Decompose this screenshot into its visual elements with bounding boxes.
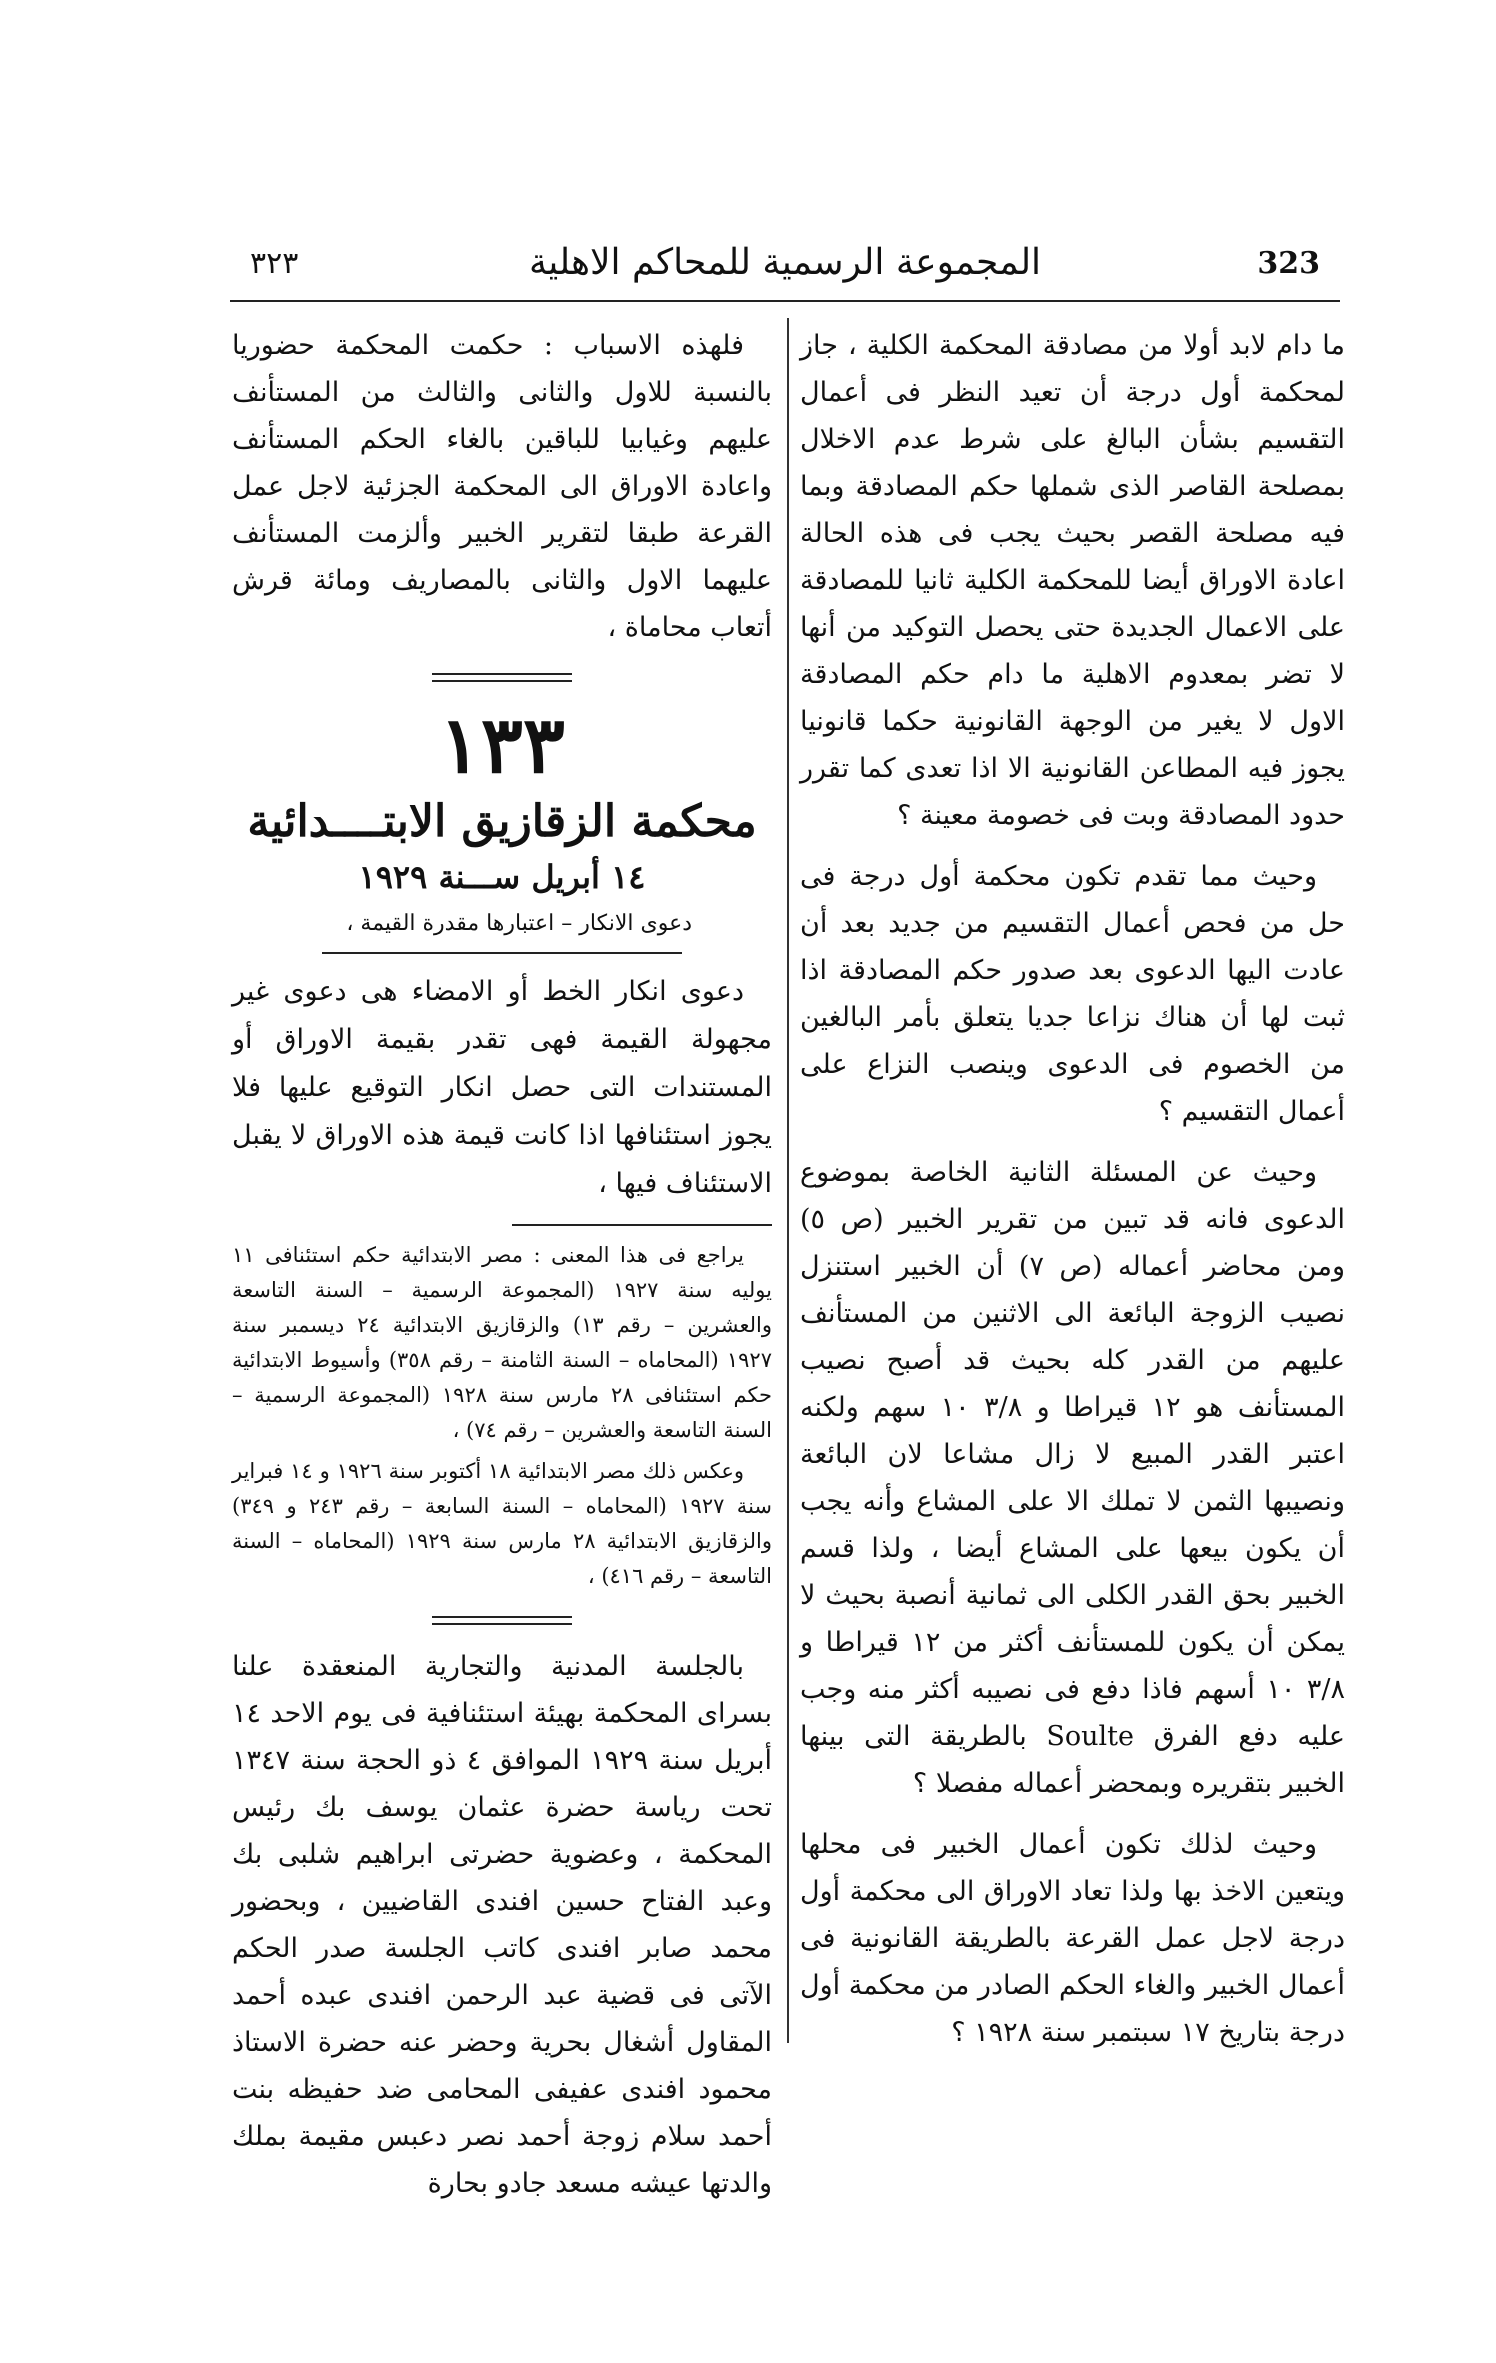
paragraph: وحيث مما تقدم تكون محكمة أول درجة فى حل من فحص أعمال التقسيم من جديد بعد أن عادت اليها الدعوى بعد صدور حكم المصادقة اذا ثبت لها أن هناك نزاعا جديا يتعلق بأمر البالغين من الخصوم فى الدعوى وينصب النزاع على أعمال التقسيم ؟: [800, 861, 1345, 1127]
case-number: ١٣٣: [439, 700, 565, 791]
running-header: [230, 240, 1340, 302]
references: [232, 1238, 772, 1594]
session-text: بالجلسة المدنية والتجارية المنعقدة علنا بسراى المحكمة بهيئة استئنافية فى يوم الاحد ١٤ أبريل سنة ١٩٢٩ الموافق ٤ ذو الحجة سنة ١٣٤٧ تحت رياسة حضرة عثمان يوسف بك رئيس المحكمة ، وعضوية حضرتى ابراهيم شلبى بك وعبد الفتاح حسين افندى القاضيين ، وبحضور محمد صابر افندى كاتب الجلسة صدر الحكم الآتى فى قضية عبد الرحمن افندى عبده أحمد المقاول أشغال بحرية وحضر عنه حضرة الاستاذ محمود افندى عفيفى المحامى ضد حفيظه بنت أحمد سلام زوجة أحمد نصر دعبس مقيمة بملك والدتها عيشه مسعد جادو بحارة: [232, 1651, 772, 2199]
legal-principle: دعوى انكار الخط أو الامضاء هى دعوى غير مجهولة القيمة فهى تقدر بقيمة الاوراق أو المستندات التى حصل انكار التوقيع عليها فلا يجوز استئنافها اذا كانت قيمة هذه الاوراق لا يقبل الاستئناف فيها ،: [232, 976, 772, 1199]
reference-note: يراجع فى هذا المعنى : مصر الابتدائية حكم استئنافى ١١ يوليه سنة ١٩٢٧ (المجموعة الرسمية – السنة التاسعة والعشرين – رقم ١٣) والزقازيق الابتدائية ٢٤ ديسمبر سنة ١٩٢٧ (المحاماه – السنة الثامنة – رقم ٣٥٨) وأسيوط الابتدائية حكم استئنافى ٢٨ مارس سنة ١٩٢٨ (المجموعة الرسمية – السنة التاسعة والعشرين – رقم ٧٤) ،: [232, 1243, 773, 1442]
notes-rule: [512, 1224, 772, 1226]
paragraph: وحيث لذلك تكون أعمال الخبير فى محلها ويتعين الاخذ بها ولذا تعاد الاوراق الى محكمة أول درجة لاجل عمل القرعة بالطريقة القانونية فى أعمال الخبير والغاء الحكم الصادر من محكمة أول درجة بتاريخ ١٧ سبتمبر سنة ١٩٢٨ ؟: [800, 1829, 1345, 2048]
paragraph: ما دام لابد أولا من مصادقة المحكمة الكلية ، جاز لمحكمة أول درجة أن تعيد النظر فى أعمال التقسيم بشأن البالغ على شرط عدم الاخلال بمصلحة القاصر الذى شملها حكم المصادقة وبما فيه مصلحة القصر بحيث يجب فى هذه الحالة اعادة الاوراق أيضا للمحكمة الكلية ثانيا للمصادقة على الاعمال الجديدة حتى يحصل التوكيد من أنها لا تضر بمعدوم الاهلية ما دام حكم المصادقة الاول لا يغير من الوجهة القانونية حكما قانونيا يجوز فيه المطاعن القانونية الا اذا تعدى كما تقرر حدود المصادقة وبت فى خصومة معينة ؟: [800, 330, 1345, 831]
column-divider: [787, 318, 789, 2043]
case-date: ١٤ أبريل ســـنة ١٩٢٩: [358, 858, 646, 896]
section-separator: [432, 1616, 572, 1625]
page-number-arabic: ٣٢٣: [250, 246, 299, 281]
paragraph: وحيث عن المسئلة الثانية الخاصة بموضوع الدعوى فانه قد تبين من تقرير الخبير (ص ٥) ومن محاضر أعماله (ص ٧) أن الخبير استنزل نصيب الزوجة البائعة الى الاثنين من المستأنف عليهم من القدر كله بحيث قد أصبح نصيب المستأنف هو ١٢ قيراطا و ٣/٨ ١٠ سهم ولكنه اعتبر القدر المبيع لا زال مشاعا لان البائعة ونصيبها الثمن لا تملك الا على المشاع وأنه يجب أن يكون بيعها على المشاع أيضا ، ولذا قسم الخبير بحق القدر الكلى الى ثمانية أنصبة بحيث لا يمكن أن يكون للمستأنف أكثر من ١٢ قيراطا و ٣/٨ ١٠ أسهم فاذا دفع فى نصيبه أكثر منه وجب عليه دفع الفرق Soulte بالطريقة التى بينها الخبير بتقريره وبمحضر أعماله مفصلا ؟: [800, 1157, 1345, 1799]
rule: [322, 952, 682, 954]
page-number: 323: [1257, 246, 1320, 281]
section-separator: [432, 673, 572, 682]
left-column: [232, 322, 772, 2207]
reference-note: وعكس ذلك مصر الابتدائية ١٨ أكتوبر سنة ١٩٢٦ و ١٤ فبراير سنة ١٩٢٧ (المحاماه – السنة السابعة – رقم ٢٤٣ و ٣٤٩) والزقازيق الابتدائية ٢٨ مارس سنة ١٩٢٩ (المحاماه – السنة التاسعة – رقم ٤١٦) ،: [232, 1459, 773, 1588]
right-column: [800, 322, 1345, 2070]
court-name: محكمة الزقازيق الابتــــدائية: [247, 796, 757, 847]
judgment-closing: فلهذه الاسباب : حكمت المحكمة حضوريا بالنسبة للاول والثانى والثالث من المستأنف عليهم وغيابيا للباقين بالغاء الحكم المستأنف واعادة الاوراق الى المحكمة الجزئية لاجل عمل القرعة طبقا لتقرير الخبير وألزمت المستأنف عليهما الاول والثانى بالمصاريف ومائة قرش أتعاب محاماة ،: [232, 330, 772, 643]
journal-title: المجموعة الرسمية للمحاكم الاهلية: [528, 242, 1042, 283]
case-keywords: دعوى الانكار – اعتبارها مقدرة القيمة ،: [346, 911, 692, 936]
